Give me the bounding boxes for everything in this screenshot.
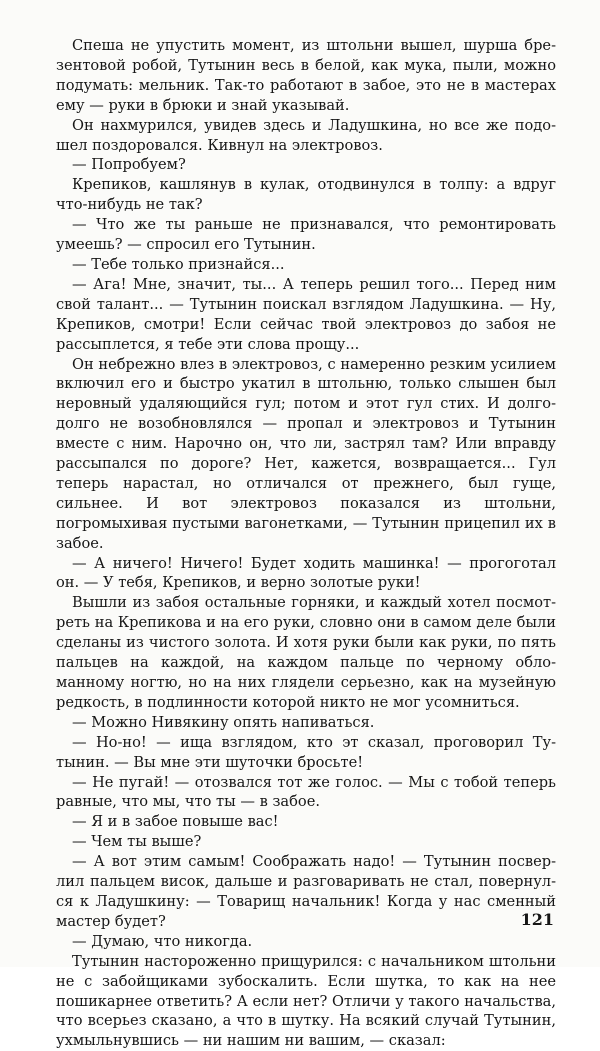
page-number: 121 <box>520 910 554 929</box>
paragraph: Он небрежно влез в электровоз, с намеренно резким усилием включил его и быстро укатил в штольню, только слышен был неровный удаляющийся гул; потом и этот гул стих. И долго-долго не возобновлялся — пропал и электровоз и Тутынин вместе с ним. Нарочно он, что ли, застрял там? Или вправду рассыпался по дороге? Нет, кажется, возвращается... Гул теперь нарастал, но отличался от прежнего, был гуще, сильнее. И вот электровоз показался из штольни, погромыхивая пустыми вагонетками, — Тутынин прицепил их в забое. <box>56 355 556 552</box>
paragraph: Тутынин настороженно прищурился: с начальником штольни не с забойщиками зубоскалить. Если шутка, то как на нее пошикарнее ответить? А если нет? Отличи у такого начальства, что всерьез сказано, а что в шутку. На всякий случай Тутынин, ухмыльнувшись — ни нашим ни вашим, — сказал: <box>56 952 556 1050</box>
paragraph: Он нахмурился, увидев здесь и Ладушкина, но все же подошел поздоровался. Кивнул на электровоз. <box>56 116 556 154</box>
paragraph: — Можно Нивякину опять напиваться. <box>72 713 375 731</box>
paragraph: — А ничего! Ничего! Будет ходить машинка! — прогоготал он. — У тебя, Крепиков, и верно золотые руки! <box>56 554 556 592</box>
paragraph: — Не пугай! — отозвался тот же голос. — Мы с тобой теперь равные, что мы, что ты — в забое. <box>56 773 556 811</box>
paragraph: — Попробуем? <box>72 156 186 174</box>
paragraph: Вышли из забоя остальные горняки, и каждый хотел посмотреть на Крепикова и на его руки, словно они в самом деле были сделаны из чистого золота. И хотя руки были как руки, по пять пальцев на каждой, на каждом пальце по черному обломанному ногтю, но на них глядели серьезно, как на музейную редкость, в подлинности которой никто не мог усомниться. <box>56 594 556 711</box>
paragraph: Крепиков, кашлянув в кулак, отодвинулся в толпу: а вдруг что-нибудь не так? <box>56 176 556 214</box>
paragraph: — Думаю, что никогда. <box>72 932 253 950</box>
paragraph: — Что же ты раньше не признавался, что ремонтировать умеешь? — спросил его Тутынин. <box>56 216 556 254</box>
paragraph: — Тебе только признайся... <box>72 255 285 273</box>
paragraph: — Чем ты выше? <box>72 833 202 851</box>
paragraph: — Ага! Мне, значит, ты... А теперь решил того... Перед ним свой талант... — Тутынин поискал взглядом Ладушкина. — Ну, Крепиков, смотри! Если сейчас твой электровоз до забоя не рассыплется, я тебе эти слова прощу... <box>56 275 556 353</box>
paragraph: Спеша не упустить момент, из штольни вышел, шурша брезентовой робой, Тутынин весь в белой, как мука, пыли, можно подумать: мельник. Так-то работают в забое, это не в мастерах ему — руки в брюки и знай указывай. <box>56 37 556 114</box>
body-text <box>56 36 556 1051</box>
paragraph: — А вот этим самым! Соображать надо! — Тутынин посверлил пальцем висок, дальше и разговаривать не стал, повернулся к Ладушкину: — Товарищ начальник! Когда у нас сменный мастер будет? <box>56 853 556 930</box>
paragraph: — Но-но! — ища взглядом, кто эт сказал, проговорил Тутынин. — Вы мне эти шуточки бросьте! <box>56 733 556 771</box>
paragraph: — Я и в забое повыше вас! <box>72 813 279 831</box>
